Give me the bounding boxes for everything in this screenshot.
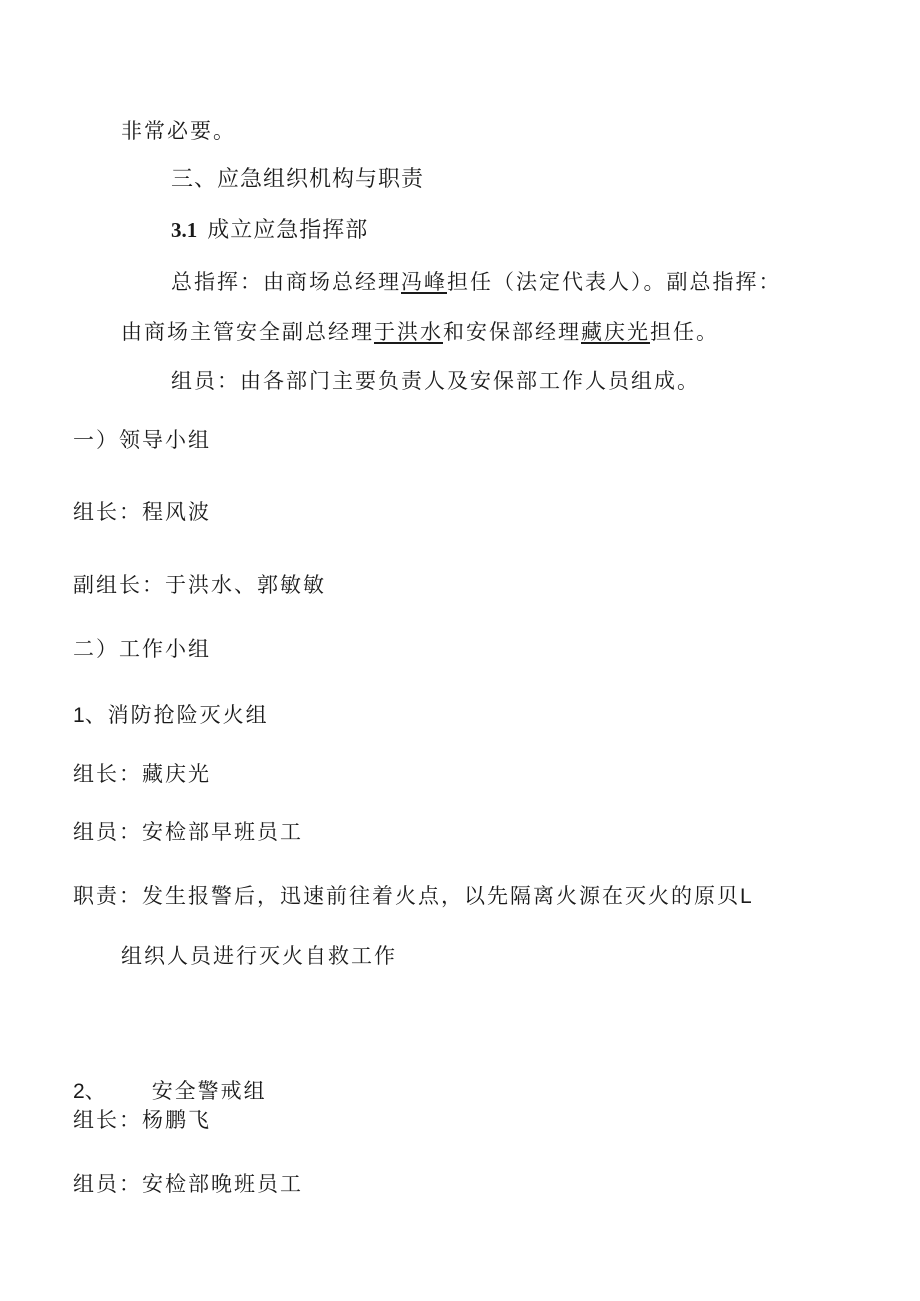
fire-team-duty-line2: 组织人员进行灭火自救工作 bbox=[121, 944, 397, 968]
fire-team-leader: 组长：藏庆光 bbox=[73, 762, 211, 786]
security-team-number: 2、 bbox=[73, 1080, 106, 1103]
leadership-group-deputies: 副组长：于洪水、郭敏敏 bbox=[73, 573, 326, 597]
subsection-title: 成立应急指挥部 bbox=[207, 218, 369, 243]
subsection-number: 3.1 bbox=[171, 218, 198, 242]
leadership-group-leader: 组长：程风波 bbox=[73, 500, 211, 524]
members-paragraph: 组员：由各部门主要负责人及安保部工作人员组成。 bbox=[171, 369, 700, 393]
fire-team-duty-line1: 职责：发生报警后，迅速前往着火点，以先隔离火源在灭火的原贝L bbox=[73, 884, 752, 908]
deputy-commander-name-2: 藏庆光 bbox=[581, 320, 650, 344]
security-team-title: 安全警戒组 bbox=[151, 1079, 267, 1103]
leadership-group-heading: 一）领导小组 bbox=[73, 428, 211, 452]
security-team-members: 组员：安检部晚班员工 bbox=[73, 1172, 303, 1196]
deputy-commander-name-1: 于洪水 bbox=[374, 320, 443, 344]
fire-team-title: 、消防抢险灭火组 bbox=[84, 703, 269, 727]
security-team-heading bbox=[73, 1077, 267, 1106]
security-team-leader: 组长：杨鹏飞 bbox=[73, 1108, 211, 1132]
commander-paragraph-line2: 由商场主管安全副总经理于洪水和安保部经理藏庆光担任。 bbox=[121, 320, 719, 344]
intro-tail-text: 非常必要。 bbox=[121, 119, 236, 143]
fire-team-duty-tail: L bbox=[740, 885, 752, 908]
work-group-heading: 二）工作小组 bbox=[73, 637, 211, 661]
fire-team-heading bbox=[73, 701, 269, 730]
subsection-heading bbox=[171, 216, 368, 245]
commander-name: 冯峰 bbox=[401, 270, 447, 294]
fire-team-number: 1 bbox=[73, 704, 85, 727]
section-title: 三、应急组织机构与职责 bbox=[171, 167, 425, 192]
commander-paragraph-line1: 总指挥：由商场总经理冯峰担任（法定代表人）。副总指挥： bbox=[171, 270, 782, 294]
fire-team-members: 组员：安检部早班员工 bbox=[73, 820, 303, 844]
